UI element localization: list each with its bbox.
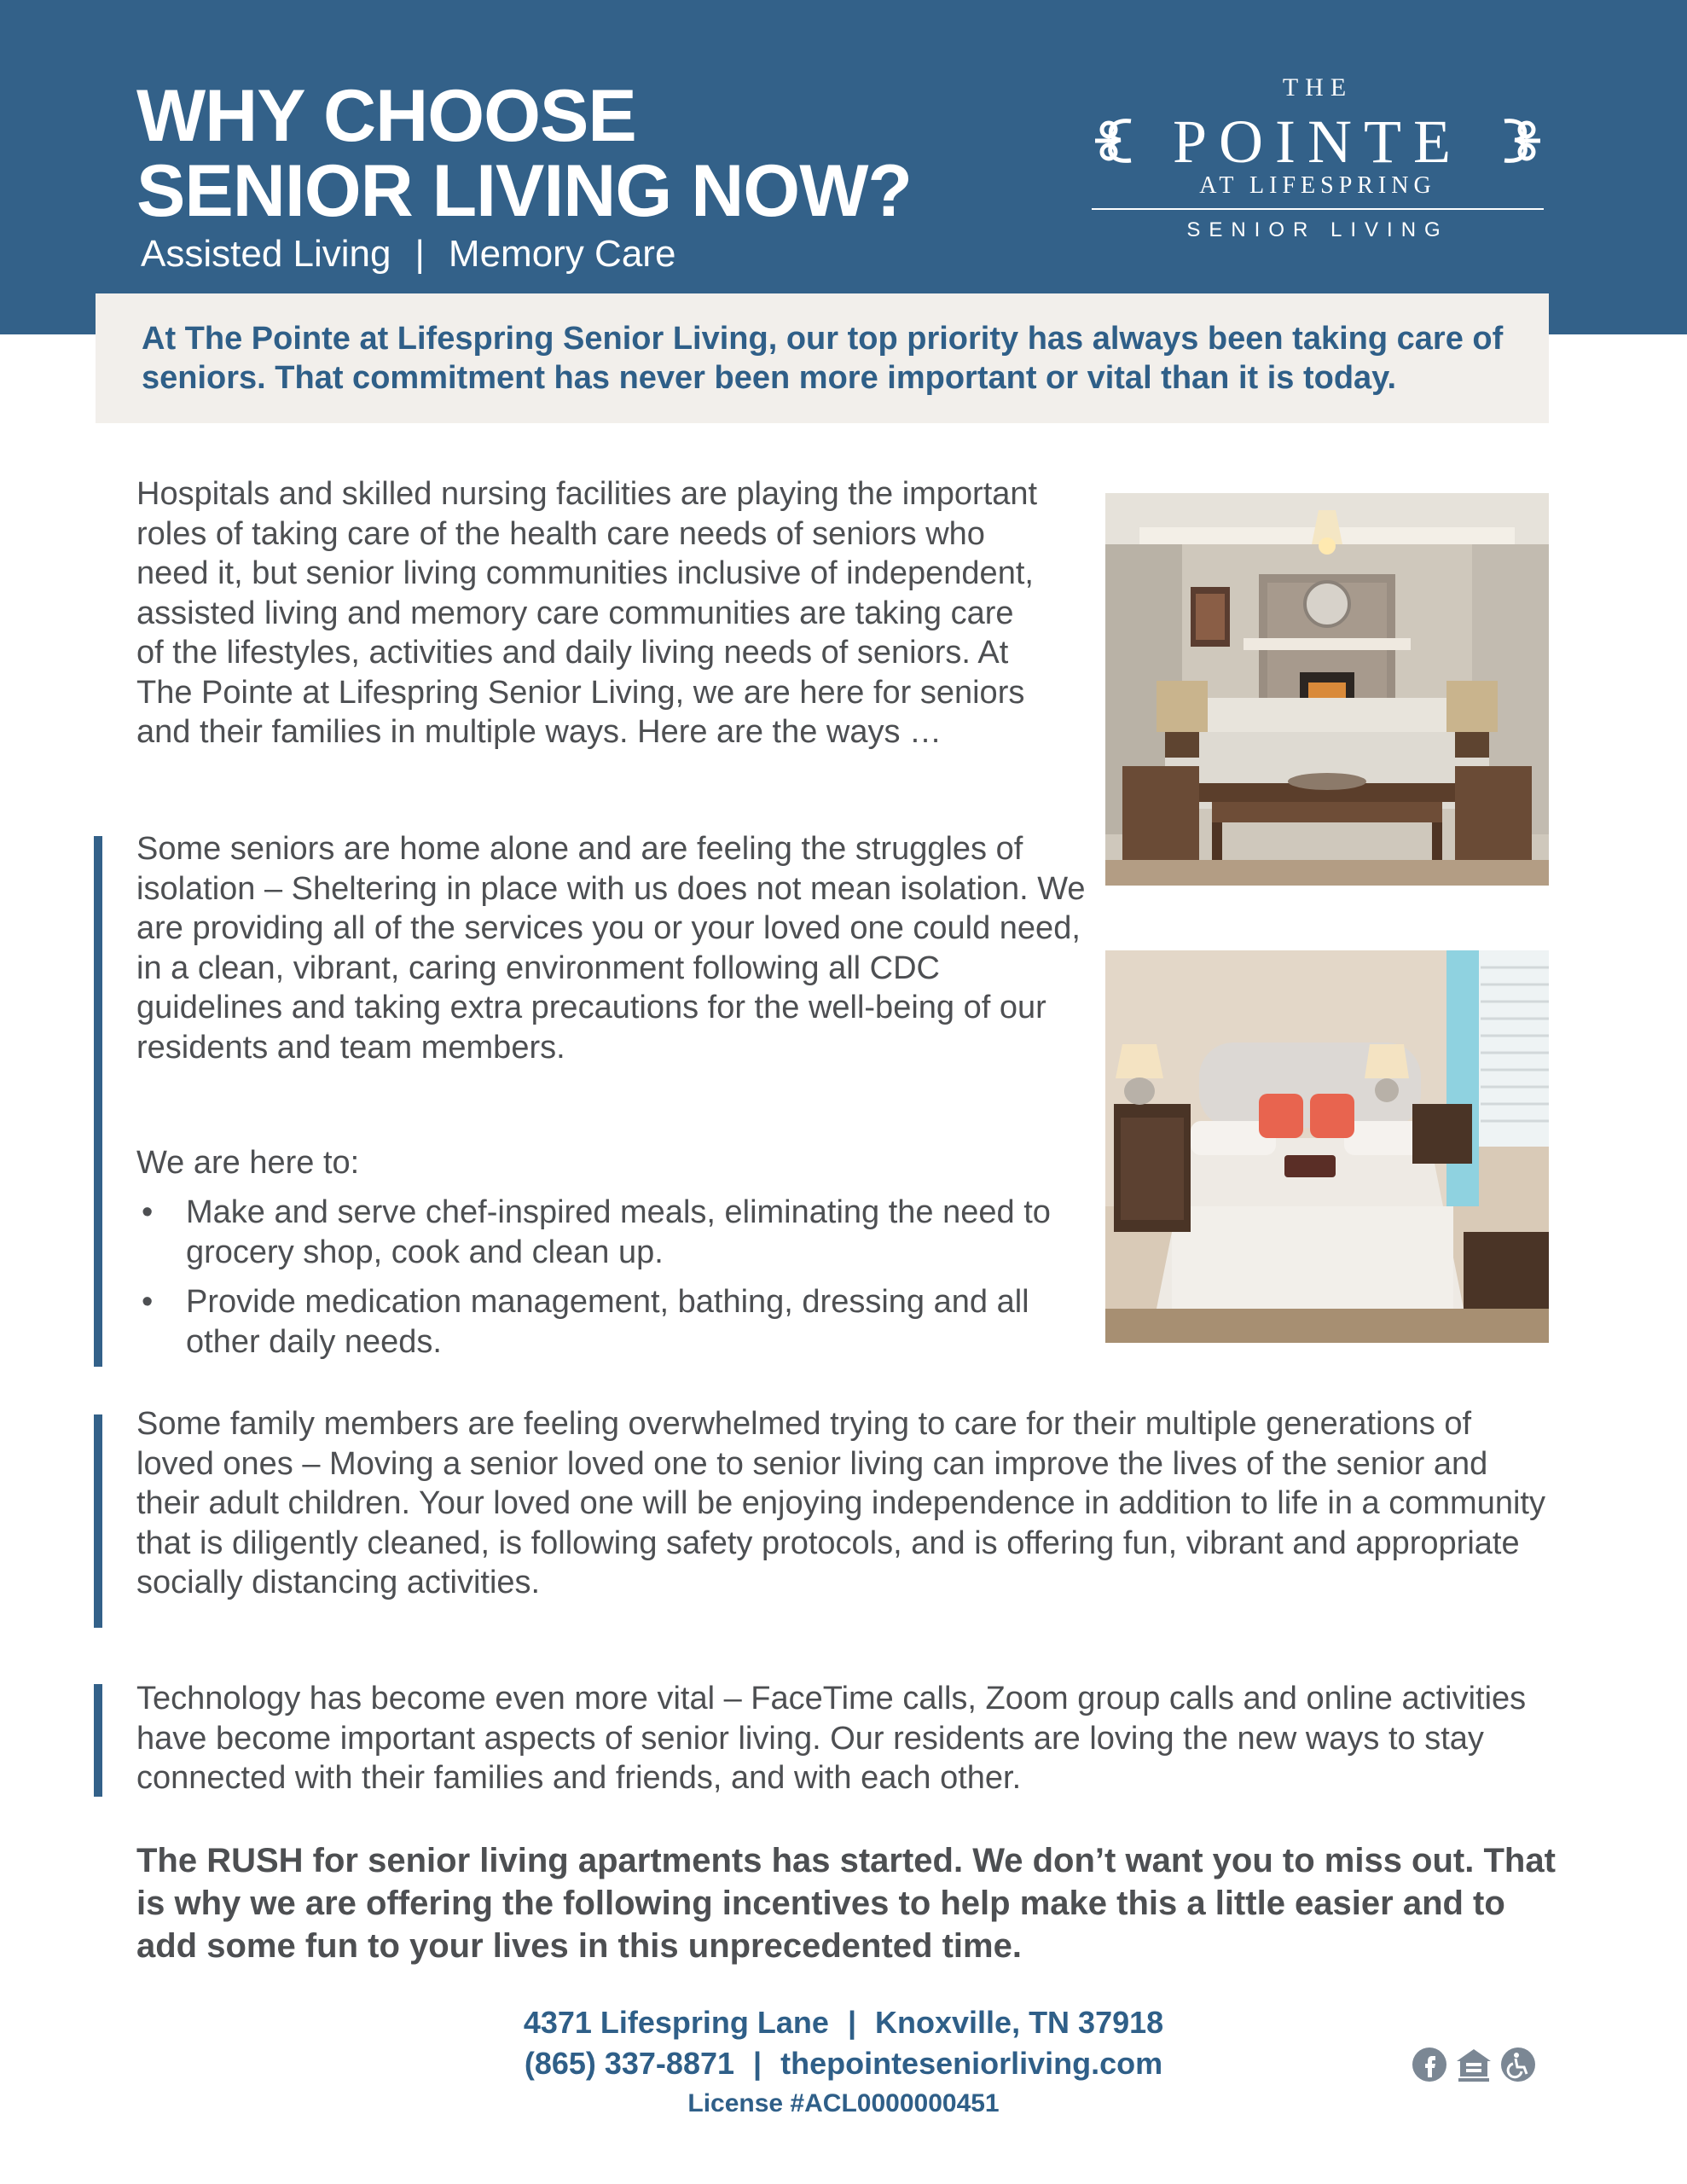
footer-separator: | [847, 2005, 857, 2040]
list-item [136, 1282, 1083, 1362]
section-accent-bar [94, 1684, 102, 1797]
section-accent-bar [94, 836, 102, 1367]
footer-phone[interactable]: (865) 337-8871 [524, 2046, 735, 2081]
list-item [136, 1193, 1083, 1272]
footer-icons [1411, 2046, 1539, 2083]
services-list [136, 1193, 1083, 1372]
here-to-label: We are here to: [136, 1145, 360, 1181]
intro-paragraph: Hospitals and skilled nursing facilities are playing the important roles of taking care of the health care needs of seniors who need it, but senior living communities inclusive of independent, assisted living and memory care communities are taking care of the lifestyles, activities and daily living needs of seniors. At The Pointe at Lifespring Senior Living, we are here for seniors and their families in multiple ways. Here are the ways … [136, 476, 1038, 750]
living-room-photo [1105, 493, 1549, 886]
bullet-glyph: • [142, 1284, 154, 1320]
logo-senior-living: SENIOR LIVING [1186, 218, 1449, 241]
headline-line-1: WHY CHOOSE [136, 75, 636, 157]
flourish-left-icon [1090, 111, 1141, 171]
flourish-right-icon [1494, 111, 1545, 171]
bedroom-photo [1105, 950, 1549, 1343]
section-accent-bar [94, 1414, 102, 1628]
isolation-paragraph: Some seniors are home alone and are feeling the struggles of isolation – Sheltering in place with us does not mean isolation. We are providing all of the services you or your loved one could need, in a clean, vibrant, caring environment following all CDC guidelines and taking extra precautions for the well-being of our residents and team members. [136, 831, 1086, 1066]
intro-callout-text: At The Pointe at Lifespring Senior Living, our top priority has always been taking care of seniors. That commitment has never been more important or vital than it is today. [142, 321, 1504, 396]
equal-housing-icon [1455, 2046, 1493, 2083]
logo-at-lifespring: AT LIFESPRING [1199, 172, 1436, 199]
rush-callout: The RUSH for senior living apartments has started. We don’t want you to miss out. That is why we are offering the following incentives to help make this a little easier and to add some fun to your lives in this unprecedented time. [136, 1842, 1556, 1965]
logo-the: THE [1282, 73, 1354, 102]
care-type-separator: | [415, 233, 425, 275]
list-item-text: Make and serve chef-inspired meals, eliminating the need to grocery shop, cook and clean up. [186, 1194, 1051, 1270]
footer-address-line [0, 2003, 1687, 2042]
footer-address: 4371 Lifespring Lane [523, 2005, 829, 2040]
footer-separator: | [753, 2046, 762, 2081]
list-item-text: Provide medication management, bathing, dressing and all other daily needs. [186, 1284, 1029, 1360]
footer-license: License #ACL0000000451 [687, 2089, 1000, 2117]
logo-divider [1092, 208, 1544, 210]
care-types [141, 230, 675, 278]
footer-city: Knoxville, TN 37918 [875, 2005, 1164, 2040]
facebook-icon[interactable] [1411, 2046, 1448, 2083]
footer-website-link[interactable]: thepointeseniorliving.com [780, 2046, 1163, 2081]
logo-pointe: POINTE [1173, 107, 1463, 176]
care-type-assisted: Assisted Living [141, 233, 391, 275]
bullet-glyph: • [142, 1194, 154, 1230]
family-paragraph: Some family members are feeling overwhelmed trying to care for their multiple generations of loved ones – Moving a senior loved one to senior living can improve the lives of the senior and their adult children. Your loved one will be enjoying independence in addition to life in a community that is diligently cleaned, is following safety protocols, and is offering fun, vibrant and appropriate socially distancing activities. [136, 1406, 1545, 1600]
headline-line-2: SENIOR LIVING NOW? [136, 150, 912, 232]
technology-paragraph: Technology has become even more vital – FaceTime calls, Zoom group calls and online activities have become important aspects of senior living. Our residents are loving the new ways to stay connected with their families and friends, and with each other. [136, 1681, 1527, 1796]
header-band [0, 0, 1687, 334]
accessibility-icon [1499, 2046, 1537, 2083]
care-type-memory: Memory Care [448, 233, 676, 275]
brand-logo [1083, 73, 1552, 253]
page-title [136, 75, 912, 232]
intro-callout [96, 293, 1549, 423]
